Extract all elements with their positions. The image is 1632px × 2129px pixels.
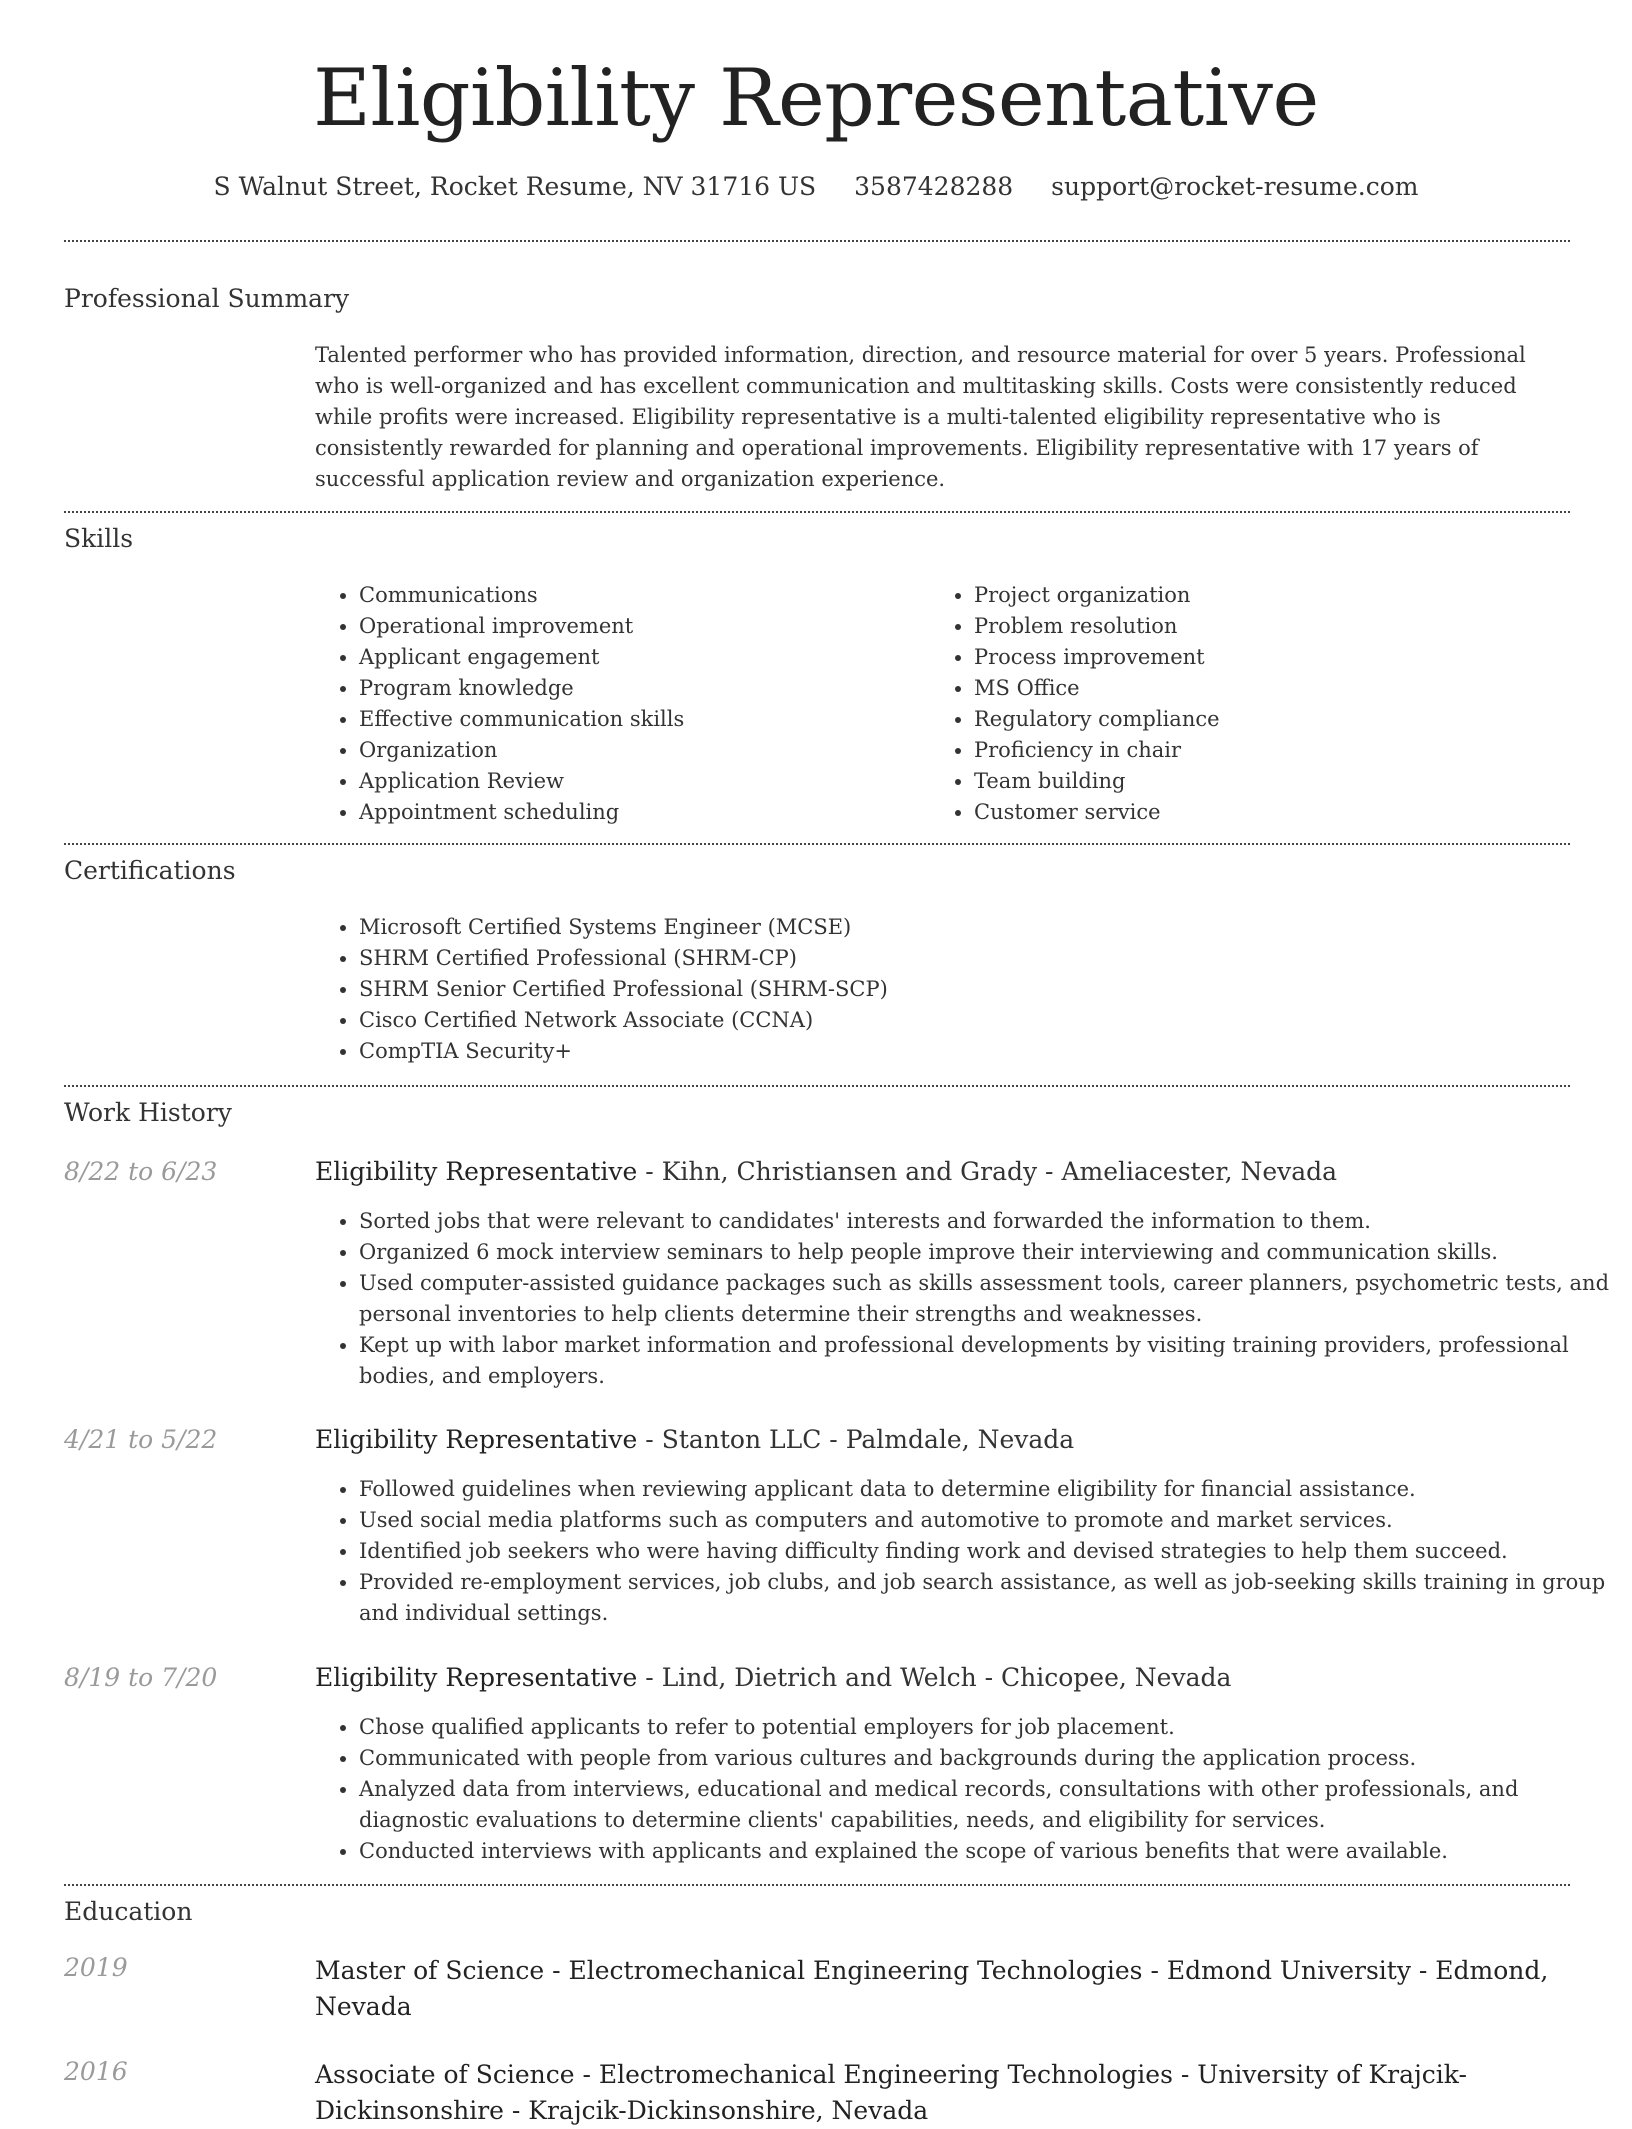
- skill-item: • Organization: [359, 735, 919, 766]
- job-dates: 4/21 to 5/22: [64, 1425, 218, 1454]
- skills-heading: Skills: [64, 524, 134, 553]
- job-bullet: • Communicated with people from various cultures and backgrounds during the application process.: [359, 1743, 1614, 1774]
- skill-item: • Program knowledge: [359, 673, 919, 704]
- job-bullets: [315, 1474, 1614, 1629]
- work-history-heading: Work History: [64, 1098, 232, 1127]
- certifications-list: [315, 912, 1559, 1067]
- skill-item: • Regulatory compliance: [974, 704, 1574, 735]
- summary-heading: Professional Summary: [64, 284, 350, 313]
- divider: [64, 240, 1570, 242]
- candidate-name: Eligibility Representative: [313, 52, 1319, 144]
- job-bullet: • Chose qualified applicants to refer to potential employers for job placement.: [359, 1712, 1614, 1743]
- job-bullets: [315, 1712, 1614, 1867]
- job-bullet: • Kept up with labor market information and professional developments by visiting training providers, professional bodies, and employers.: [359, 1330, 1614, 1392]
- job-dates: 8/22 to 6/23: [64, 1157, 218, 1186]
- divider: [64, 843, 1570, 845]
- education-degree: Master of Science - Electromechanical Engineering Technologies: [315, 1956, 1143, 1985]
- job-heading: [315, 1663, 1231, 1692]
- skill-item: • Applicant engagement: [359, 642, 919, 673]
- job-heading: [315, 1157, 1337, 1186]
- contact-address: S Walnut Street, Rocket Resume, NV 31716 US: [213, 172, 817, 201]
- education-year: 2016: [64, 2057, 128, 2086]
- skill-item: • Effective communication skills: [359, 704, 919, 735]
- education-heading: Education: [64, 1897, 193, 1926]
- skill-item: • Team building: [974, 766, 1574, 797]
- job-bullet: • Used computer-assisted guidance packages such as skills assessment tools, career planners, psychometric tests, and personal inventories to help clients determine their strengths and weaknesses.: [359, 1268, 1614, 1330]
- job-role: Eligibility Representative: [315, 1425, 638, 1454]
- skill-item: • Application Review: [359, 766, 919, 797]
- skill-item: • Project organization: [974, 580, 1574, 611]
- divider: [64, 511, 1570, 513]
- skill-item: • MS Office: [974, 673, 1574, 704]
- certification-item: • Microsoft Certified Systems Engineer (MCSE): [359, 912, 1559, 943]
- job-bullet: • Identified job seekers who were having difficulty finding work and devised strategies to help them succeed.: [359, 1536, 1614, 1567]
- job-bullet: • Analyzed data from interviews, educational and medical records, consultations with other professionals, and diagnostic evaluations to determine clients' capabilities, needs, and eligibility for services.: [359, 1774, 1614, 1836]
- certification-item: • CompTIA Security+: [359, 1036, 1559, 1067]
- job-bullet: • Sorted jobs that were relevant to candidates' interests and forwarded the information to them.: [359, 1206, 1614, 1237]
- education-entry: [315, 1953, 1570, 2025]
- skill-item: • Customer service: [974, 797, 1574, 828]
- job-bullet: • Provided re-employment services, job clubs, and job search assistance, as well as job-seeking skills training in group and individual settings.: [359, 1567, 1614, 1629]
- job-role: Eligibility Representative: [315, 1157, 638, 1186]
- job-bullet: • Conducted interviews with applicants and explained the scope of various benefits that were available.: [359, 1836, 1614, 1867]
- job-bullet: • Organized 6 mock interview seminars to help people improve their interviewing and communication skills.: [359, 1237, 1614, 1268]
- job-company: - Lind, Dietrich and Welch - Chicopee, Nevada: [637, 1663, 1232, 1692]
- job-bullets: [315, 1206, 1614, 1392]
- education-year: 2019: [64, 1953, 128, 1982]
- skill-item: • Operational improvement: [359, 611, 919, 642]
- certification-item: • Cisco Certified Network Associate (CCNA): [359, 1005, 1559, 1036]
- divider: [64, 1085, 1570, 1087]
- job-bullet: • Followed guidelines when reviewing applicant data to determine eligibility for financial assistance.: [359, 1474, 1614, 1505]
- contact-line: [0, 172, 1632, 201]
- job-company: - Kihn, Christiansen and Grady - Ameliacester, Nevada: [637, 1157, 1338, 1186]
- skills-list-left: [315, 580, 919, 828]
- education-school: - University of Krajcik-Dickinsonshire - Krajcik-Dickinsonshire, Nevada: [315, 2060, 1467, 2125]
- job-company: - Stanton LLC - Palmdale, Nevada: [637, 1425, 1075, 1454]
- job-dates: 8/19 to 7/20: [64, 1663, 218, 1692]
- education-degree: Associate of Science - Electromechanical Engineering Technologies: [315, 2060, 1173, 2089]
- certification-item: • SHRM Certified Professional (SHRM-CP): [359, 943, 1559, 974]
- skill-item: • Communications: [359, 580, 919, 611]
- divider: [64, 1884, 1570, 1886]
- job-heading: [315, 1425, 1074, 1454]
- skill-item: • Appointment scheduling: [359, 797, 919, 828]
- skills-list-right: [930, 580, 1574, 828]
- skill-item: • Proficiency in chair: [974, 735, 1574, 766]
- job-bullet: • Used social media platforms such as computers and automotive to promote and market services.: [359, 1505, 1614, 1536]
- contact-email: support@rocket-resume.com: [1051, 172, 1419, 201]
- skill-item: • Process improvement: [974, 642, 1574, 673]
- skill-item: • Problem resolution: [974, 611, 1574, 642]
- summary-text: Talented performer who has provided information, direction, and resource material for over 5 years. Professional who is well-organized and has excellent communication and multitasking skills. Costs were consistently reduced while profits were increased. Eligibility representative is a multi-talented eligibility representative who is consistently rewarded for planning and operational improvements. Eligibility representative with 17 years of successful application review and organization experience.: [315, 343, 1526, 491]
- education-school: - Edmond University - Edmond, Nevada: [315, 1956, 1549, 2021]
- certification-item: • SHRM Senior Certified Professional (SHRM-SCP): [359, 974, 1559, 1005]
- contact-phone: 3587428288: [854, 172, 1014, 201]
- certifications-heading: Certifications: [64, 856, 236, 885]
- education-entry: [315, 2057, 1570, 2129]
- job-role: Eligibility Representative: [315, 1663, 638, 1692]
